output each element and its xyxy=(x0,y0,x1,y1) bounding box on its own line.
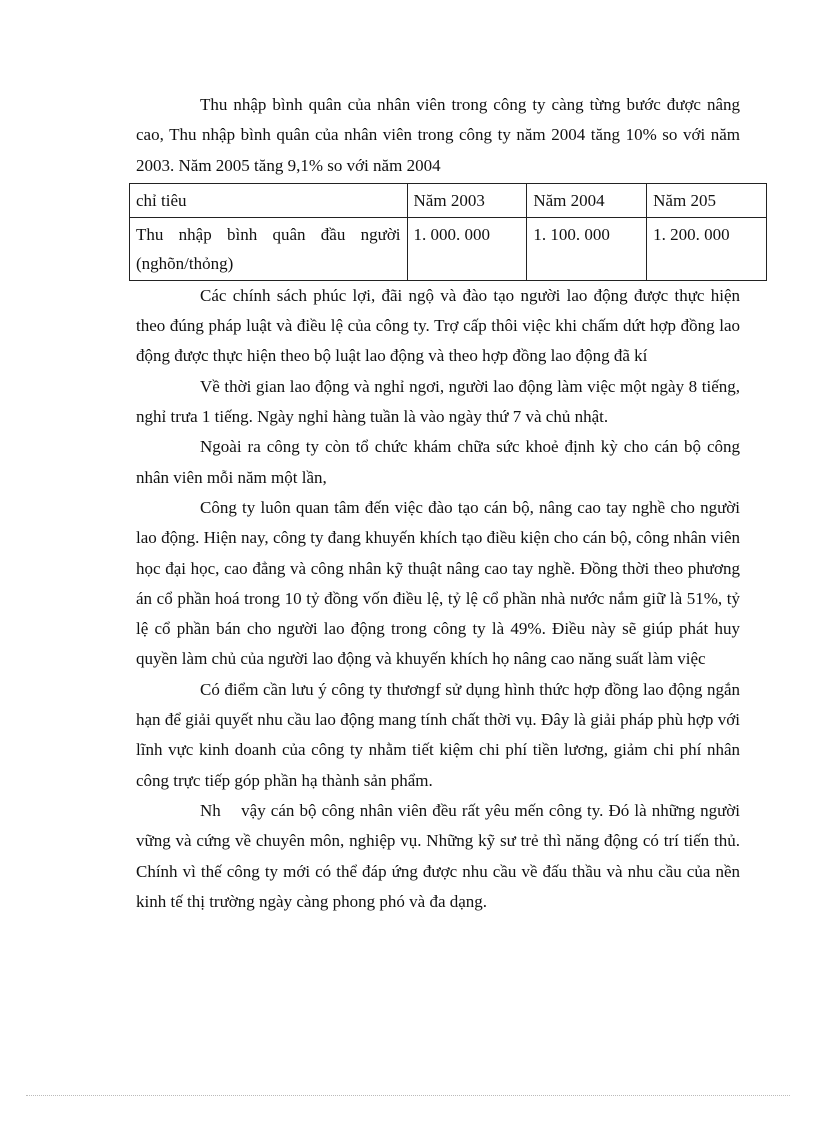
paragraph-working-time: Về thời gian lao động và nghỉ ngơi, người lao động làm việc một ngày 8 tiếng, nghỉ trưa 1 tiếng. Ngày nghỉ hàng tuần là vào ngày thứ 7 và chủ nhật. xyxy=(136,376,740,427)
table-cell: 1. 200. 000 xyxy=(647,217,767,280)
paragraph-conclusion: Nh vậy cán bộ công nhân viên đều rất yêu mến công ty. Đó là những người vững và cứng về chuyên môn, nghiệp vụ. Những kỹ sư trẻ thì năng động có trí tiến thủ. Chính vì thế công ty mới có thể đáp ứng được nhu cầu về đấu thầu và nhu cầu của nền kinh tế thị trường ngày càng phong phó và đa dạng. xyxy=(136,800,745,911)
table-cell: 1. 100. 000 xyxy=(527,217,647,280)
page-footer-divider xyxy=(26,1095,790,1096)
table-cell: Thu nhập bình quân đầu người (nghõn/thỏng) xyxy=(130,217,408,280)
document-page xyxy=(136,90,745,917)
table-header-cell: Năm 205 xyxy=(647,183,767,217)
table-row xyxy=(130,217,767,280)
paragraph-training: Công ty luôn quan tâm đến việc đào tạo cán bộ, nâng cao tay nghề cho người lao động. Hiện nay, công ty đang khuyến khích tạo điều kiện cho cán bộ, công nhân viên học đại học, cao đẳng và công nhân kỹ thuật nâng cao tay nghề. Đồng thời theo phương án cổ phần hoá trong 10 tỷ đồng vốn điều lệ, tỷ lệ cổ phần nhà nước nắm giữ là 51%, tỷ lệ cổ phần bán cho người lao động trong công ty là 49%. Điều này sẽ giúp phát huy quyền làm chủ của người lao động và khuyến khích họ nâng cao năng suất làm việc xyxy=(136,497,740,669)
paragraph-contracts: Có điểm cần lưu ý công ty thươngf sử dụng hình thức hợp đồng lao động ngắn hạn để giải quyết nhu cầu lao động mang tính chất thời vụ. Đây là giải pháp phù hợp với lĩnh vực kinh doanh của công ty nhằm tiết kiệm chi phí tiền lương, giảm chi phí nhân công trực tiếp góp phần hạ thành sản phẩm. xyxy=(136,679,740,790)
income-table xyxy=(129,183,767,281)
table-header-row xyxy=(130,183,767,217)
paragraph-income-intro: Thu nhập bình quân của nhân viên trong công ty càng từng bước được nâng cao, Thu nhập bình quân của nhân viên trong công ty năm 2004 tăng 10% so với năm 2003. Năm 2005 tăng 9,1% so với năm 2004 xyxy=(136,95,740,175)
table-header-cell: chỉ tiêu xyxy=(130,183,408,217)
paragraph-welfare: Các chính sách phúc lợi, đãi ngộ và đào tạo người lao động được thực hiện theo đúng pháp luật và điều lệ của công ty. Trợ cấp thôi việc khi chấm dứt hợp đồng lao động được thực hiện theo bộ luật lao động và theo hợp đồng lao động đã kí xyxy=(136,285,740,366)
table-header-cell: Năm 2003 xyxy=(407,183,527,217)
paragraph-health-check: Ngoài ra công ty còn tổ chức khám chữa sức khoẻ định kỳ cho cán bộ công nhân viên mỗi năm một lần, xyxy=(136,437,740,487)
table-cell: 1. 000. 000 xyxy=(407,217,527,280)
table-header-cell: Năm 2004 xyxy=(527,183,647,217)
